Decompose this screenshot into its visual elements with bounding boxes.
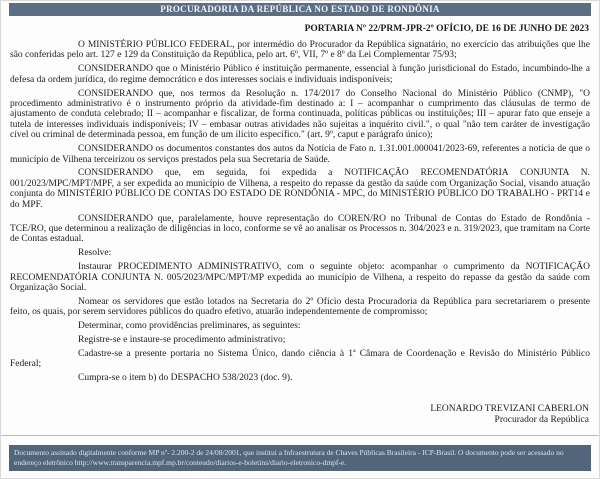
paragraph-determinar: Determinar, como providências preliminares, as seguintes: xyxy=(78,321,301,332)
paragraph-cadastre: Cadastre-se a presente portaria no Sistema Único, dando ciência à 1ª Câmara de Coordenação e Revisão do Ministério Público Federal; xyxy=(10,349,590,370)
signer-name: LEONARDO TREVIZANI CABERLON xyxy=(430,403,589,414)
paragraph-considerando-3: CONSIDERANDO os documentos constantes dos autos da Notícia de Fato n. 1.31.001.000041/2023-69, referentes a notícia de que o município de Vilhena terceirizou os serviços prestados pela sua Secretaria de Saúde. xyxy=(10,144,590,165)
paragraph-considerando-5: CONSIDERANDO que, paralelamente, houve representação do COREN/RO no Tribunal de Contas do Estado de Rondônia - TCE/RO, que determinou a realização de diligências in loco, conforme se vê ao analisar os Processos n. 304/2023 e n. 319/2023, que tramitam na Corte de Contas estadual. xyxy=(10,213,590,245)
paragraph-considerando-1: CONSIDERANDO que o Ministério Público é instituição permanente, essencial à função jurisdicional do Estado, incumbindo-lhe a defesa da ordem jurídica, do regime democrático e dos interesses sociais e individuais indisponíveis; xyxy=(10,64,590,85)
footer-divider xyxy=(1,435,599,436)
portaria-heading: PORTARIA Nº 22/PRM-JPR-2º OFÍCIO, DE 16 DE JUNHO DE 2023 xyxy=(304,24,589,34)
paragraph-registre: Registre-se e instaure-se procedimento administrativo; xyxy=(78,335,286,346)
signer-title: Procurador da República xyxy=(494,414,589,425)
signature-block xyxy=(9,404,589,426)
paragraph-considerando-4: CONSIDERANDO que, em seguida, foi expedida a NOTIFICAÇÃO RECOMENDATÓRIA CONJUNTA N. 001/2023/MPC/MPT/MPF, a ser expedida ao município de Vilhena, a respeito do repasse da gestão da saúde com Organização Social, visando atuação conjunta do MINISTÉRIO PÚBLICO DE CONTAS DO ESTADO DE RONDÔNIA - MPC, do MINISTÉRIO PÚBLICO DO TRABALHO - PRT14 e do MPF. xyxy=(10,168,590,210)
paragraph-cumpra: Cumpra-se o item b) do DESPACHO 538/2023 (doc. 9). xyxy=(78,373,293,384)
digital-signature-footer xyxy=(9,445,591,471)
paragraph-resolve: Resolve: xyxy=(78,248,112,259)
document-body xyxy=(10,40,590,384)
paragraph-instaurar: Instaurar PROCEDIMENTO ADMINISTRATIVO, com o seguinte objeto: acompanhar o cumprimento da NOTIFICAÇÃO RECOMENDATÓRIA CONJUNTA N. 005/2023/MPC/MPT/MP expedida ao município de Vilhena, a respeito do repasse da gestão da saúde com Organização Social. xyxy=(10,262,590,294)
institution-title: PROCURADORIA DA REPÚBLICA NO ESTADO DE RONDÔNIA xyxy=(160,4,440,14)
document-header-bar xyxy=(9,3,591,16)
paragraph-considerando-2: CONSIDERANDO que, nos termos da Resolução n. 174/2017 do Conselho Nacional do Ministério Público (CNMP), "O procedimento administrativo é o instrumento próprio da atividade-fim destinado a: I – acompanhar o cumprimento das cláusulas de termo de ajustamento de conduta celebrado; II – acompanhar e fiscalizar, de forma continuada, políticas públicas ou instituições; III – apurar fato que enseje a tutela de interesses individuais indisponíveis; IV – embasar outras atividades não sujeitas a inquérito civil.", o qual "não tem caráter de investigação cível ou criminal de determinada pessoa, em função de um ilícito específico." (art. 9º, caput e parágrafo único); xyxy=(10,88,590,141)
paragraph-nomear: Nomear os servidores que estão lotados na Secretaria do 2º Ofício desta Procuradoria da República para secretariarem o presente feito, os quais, por serem servidores públicos do quadro efetivo, atuarão independentemente de compromisso; xyxy=(10,296,590,318)
footer-notice-text: Documento assinado digitalmente conforme MP nº- 2.200-2 de 24/08/2001, que institui a Infraestrutura de Chaves Públicas Brasileira - ICP-Brasil. O documento pode ser acessado no endereço eletrônico http://www.transparencia.mpf.mp.br/conteudo/diarios-e-boletins/diario-eletronico-dmpf-e. xyxy=(14,448,564,467)
paragraph-preamble: O MINISTÉRIO PÚBLICO FEDERAL, por intermédio do Procurador da República signatário, no exercício das atribuições que lhe são conferidas pelo art. 127 e 129 da Constituição da República, pelo art. 6º, VII, 7º e 8º da Lei Complementar 75/93; xyxy=(10,40,590,61)
